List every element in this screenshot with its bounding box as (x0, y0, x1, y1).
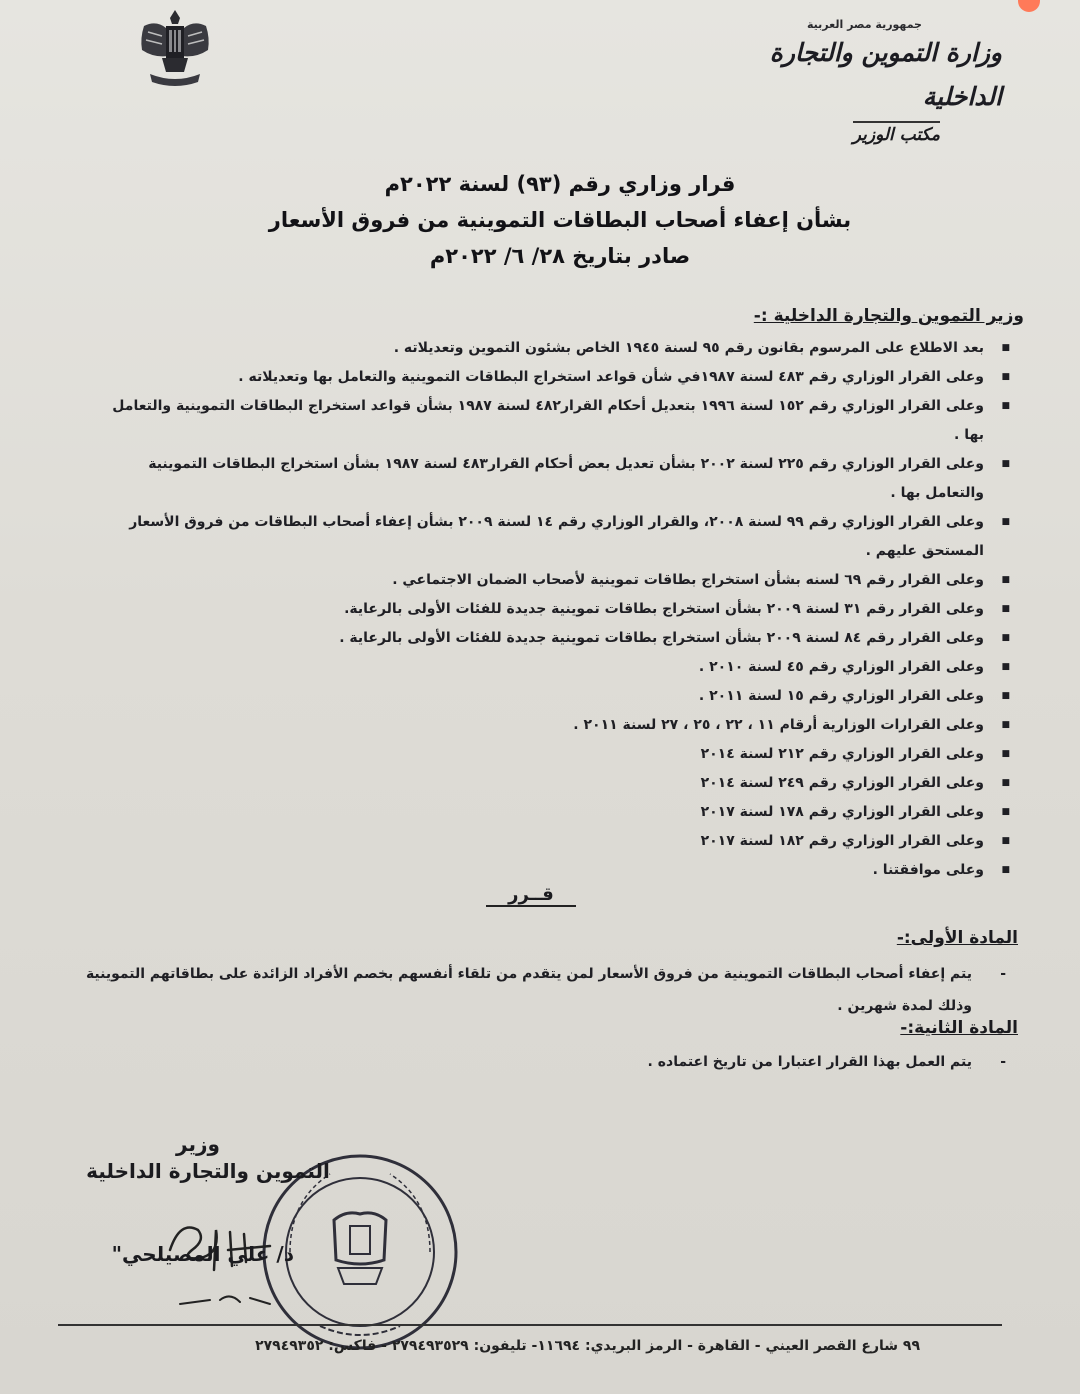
list-item: ■ وعلى القرار الوزاري رقم ٤٨٣ لسنة ١٩٨٧في شأن قواعد استخراج البطاقات التموينية والتعامل بها وتعديلاته . (88, 363, 988, 392)
article-1-text: يتم إعفاء أصحاب البطاقات التموينية من فروق الأسعار لمن يتقدم من تلقاء أنفسهم بخصم الأفراد الزائدة على بطاقاتهم التموينية وذلك لمدة شهرين . (85, 966, 972, 1014)
republic-name: جمهورية مصر العربية (807, 18, 922, 31)
ministry-name: وزارة التموين والتجارة الداخلية (769, 38, 1002, 111)
list-item: ■ وعلى القرار الوزاري رقم ٢٤٩ لسنة ٢٠١٤ (88, 769, 988, 798)
article-1-dash: - (1000, 966, 1006, 982)
article-2-dash: - (1000, 1054, 1006, 1070)
list-item: ■ وعلى القرار الوزاري رقم ٢١٢ لسنة ٢٠١٤ (88, 740, 988, 769)
eagle-emblem-icon (136, 6, 214, 94)
article-2-text: يتم العمل بهذا القرار اعتبارا من تاريخ اعتماده . (647, 1054, 972, 1070)
article-2-body (72, 1046, 1006, 1078)
decree-subject: بشأن إعفاء أصحاب البطاقات التموينية من فروق الأسعار (268, 208, 852, 232)
footer-address: ٩٩ شارع القصر العيني - القاهرة - الرمز البريدي: ١١٦٩٤- تليفون: ٢٧٩٤٩٣٥٢٩ - فاكس: ٢٧٩٤٩٣٥٢ (255, 1338, 920, 1354)
preamble-list (88, 334, 988, 885)
list-item: ■ وعلى القرار الوزاري رقم ١٥ لسنة ٢٠١١ . (88, 682, 988, 711)
decided-heading: قــرر (486, 884, 576, 907)
list-item: ■ بعد الاطلاع على المرسوم بقانون رقم ٩٥ لسنة ١٩٤٥ الخاص بشئون التموين وتعديلاته . (88, 334, 988, 363)
article-1-body (72, 958, 1006, 1022)
list-item: ■ وعلى القرار رقم ٣١ لسنة ٢٠٠٩ بشأن استخراج بطاقات تموينية جديدة للفئات الأولى بالرعاية. (88, 595, 988, 624)
signature-ministry: التموين والتجارة الداخلية (86, 1159, 330, 1183)
letterhead (712, 18, 1002, 145)
decree-title: قرار وزاري رقم (٩٣) لسنة ٢٠٢٢م (384, 172, 736, 196)
signature-block (78, 1132, 338, 1266)
list-item: ■ وعلى القرار رقم ٨٤ لسنة ٢٠٠٩ بشأن استخراج بطاقات تموينية جديدة للفئات الأولى بالرعاية . (88, 624, 988, 653)
decree-header (250, 166, 870, 274)
list-item: ■ وعلى القرار رقم ٦٩ لسنه بشأن استخراج بطاقات تموينية لأصحاب الضمان الاجتماعي . (88, 566, 988, 595)
list-item: ■ وعلى القرار الوزاري رقم ١٨٢ لسنة ٢٠١٧ (88, 827, 988, 856)
list-item: ■ وعلى القرارات الوزارية أرقام ١١ ، ٢٢ ، ٢٥ ، ٢٧ لسنة ٢٠١١ . (88, 711, 988, 740)
recording-indicator-icon (1018, 0, 1040, 12)
list-item: ■ وعلى موافقتنا . (88, 856, 988, 885)
list-item: ■ وعلى القرار الوزاري رقم ٩٩ لسنة ٢٠٠٨، والقرار الوزاري رقم ١٤ لسنة ٢٠٠٩ بشأن إعفاء أصحاب البطاقات من فروق الأسعار المستحق عليهم . (88, 508, 988, 566)
list-item: ■ وعلى القرار الوزاري رقم ٢٢٥ لسنة ٢٠٠٢ بشأن تعديل بعض أحكام القرار٤٨٣ لسنة ١٩٨٧ بشأن استخراج البطاقات التموينية والتعامل بها . (88, 450, 988, 508)
signature-title: وزير (176, 1132, 220, 1156)
preamble-heading: وزير التموين والتجارة الداخلية :- (753, 306, 1024, 326)
article-1-heading: المادة الأولى:- (896, 928, 1018, 948)
article-2-heading: المادة الثانية:- (900, 1018, 1018, 1038)
footer-divider (58, 1324, 1002, 1326)
list-item: ■ وعلى القرار الوزاري رقم ١٧٨ لسنة ٢٠١٧ (88, 798, 988, 827)
minister-office: مكتب الوزير (853, 121, 940, 145)
list-item: ■ وعلى القرار الوزاري رقم ١٥٢ لسنة ١٩٩٦ بتعديل أحكام القرار٤٨٢ لسنة ١٩٨٧ بشأن قواعد استخراج البطاقات التموينية والتعامل بها . (88, 392, 988, 450)
decree-issue-date: صادر بتاريخ ٢٨/ ٦/ ٢٠٢٢م (429, 244, 691, 268)
list-item: ■ وعلى القرار الوزاري رقم ٤٥ لسنة ٢٠١٠ . (88, 653, 988, 682)
signatory-name: د/ علي المصيلحي" (111, 1242, 294, 1266)
